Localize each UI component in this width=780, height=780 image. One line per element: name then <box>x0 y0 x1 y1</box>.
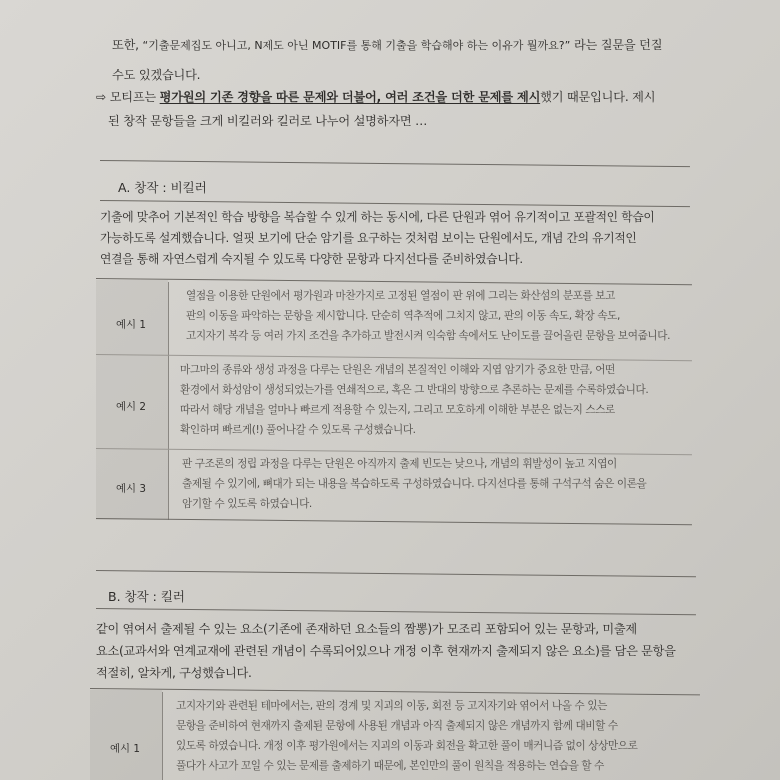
intro-quote: “기출문제집도 아니고, N제도 아닌 MOTIF를 통해 기출을 학습해야 하는 이유가 뭘까요?” <box>142 39 571 52</box>
section-b-para-line-3: 적절히, 알차게, 구성했습니다. <box>96 666 252 680</box>
section-a-row-divider-1 <box>96 354 692 361</box>
section-a-row-2-line-3: 따라서 해당 개념을 얼마나 빠르게 적용할 수 있는지, 그리고 모호하게 이해한 부분은 없는지 스스로 <box>180 404 615 416</box>
section-b-para-line-1: 같이 엮여서 출제될 수 있는 요소(기존에 존재하던 요소들의 짬뽕)가 모조리 포함되어 있는 문항과, 미출제 <box>96 622 637 636</box>
intro-line-1-suffix: 라는 질문을 던질 <box>570 38 663 52</box>
section-a-row-1-line-1: 열점을 이용한 단원에서 평가원과 마찬가지로 고정된 열점이 판 위에 그리는 화산섬의 분포를 보고 <box>186 290 615 302</box>
section-a-row-2-label: 예시 2 <box>116 401 146 413</box>
intro-line-1 <box>112 36 662 53</box>
section-a-title: A. 창작 : 비킬러 <box>118 180 207 195</box>
section-a-para-line-2: 가능하도록 설계했습니다. 얼핏 보기에 단순 암기를 요구하는 것처럼 보이는 단원에서도, 개념 간의 유기적인 <box>100 231 637 245</box>
section-b-table-top <box>90 688 700 695</box>
section-b-label-column <box>90 690 162 780</box>
section-b-para-line-2: 요소(교과서와 연계교재에 관련된 개념이 수록되어있으나 개정 이후 현재까지 출제되지 않은 요소)를 담은 문항을 <box>96 644 676 658</box>
intro-emphasis: 평가원의 기존 경향을 따른 문제와 더불어, 여러 조건을 더한 문제를 제시 <box>159 90 541 104</box>
section-b-table-divider <box>162 692 163 780</box>
arrow-icon: ⇨ <box>96 90 107 104</box>
section-a-row-divider-2 <box>96 448 692 455</box>
section-a-row-2-line-2: 환경에서 화성암이 생성되었는가를 연쇄적으로, 혹은 그 반대의 방향으로 추론하는 문제를 수록하였습니다. <box>180 384 649 396</box>
section-a-top-rule <box>100 160 690 167</box>
section-b-title-rule <box>96 608 696 615</box>
section-a-para-line-1: 기출에 맞추어 기본적인 학습 방향을 복습할 수 있게 하는 동시에, 다른 단원과 엮어 유기적이고 포괄적인 학습이 <box>100 210 655 224</box>
section-a-title-rule <box>100 200 690 207</box>
section-b-row-1-line-2: 문항을 준비하여 현재까지 출제된 문항에 사용된 개념과 아직 출제되지 않은 개념까지 함께 대비할 수 <box>176 720 618 732</box>
intro-line-1-prefix: 또한, <box>112 38 143 52</box>
section-a-row-2-line-4: 확인하며 빠르게(!) 풀어나갈 수 있도록 구성했습니다. <box>180 424 416 436</box>
intro-line-3 <box>96 88 655 105</box>
section-a-para-line-3: 연결을 통해 자연스럽게 숙지될 수 있도록 다양한 문항과 다지선다를 준비하였습니다. <box>100 252 523 266</box>
section-a-table-bottom <box>96 518 692 525</box>
section-b-row-1-line-1: 고지자기와 관련된 테마에서는, 판의 경계 및 지괴의 이동, 회전 등 고지자기와 엮어서 나올 수 있는 <box>176 700 607 712</box>
section-a-row-1-line-2: 판의 이동을 파악하는 문항을 제시합니다. 단순히 역추적에 그치지 않고, 판의 이동 속도, 확장 속도, <box>186 310 620 322</box>
section-b-row-1-label: 예시 1 <box>110 743 140 755</box>
section-b-row-1-line-3: 있도록 하였습니다. 개정 이후 평가원에서는 지괴의 이동과 회전을 확고한 풀이 매커니즘 없이 상상만으로 <box>176 740 638 752</box>
section-a-row-1-label: 예시 1 <box>116 319 146 331</box>
intro-line-3-prefix: 모티프는 <box>106 90 160 104</box>
intro-line-3-suffix: 했기 때문입니다. 제시 <box>540 90 656 104</box>
section-a-table-top <box>96 278 692 285</box>
section-a-row-1-line-3: 고지자기 복각 등 여러 가지 조건을 추가하고 발전시켜 익숙함 속에서도 난이도를 끌어올린 문항을 보여줍니다. <box>186 330 671 342</box>
section-a-row-3-line-1: 판 구조론의 정립 과정을 다루는 단원은 아직까지 출제 빈도는 낮으나, 개념의 휘발성이 높고 지엽이 <box>182 458 617 470</box>
section-a-row-2-line-1: 마그마의 종류와 생성 과정을 다루는 단원은 개념의 본질적인 이해와 지엽 암기가 중요한 만큼, 어떤 <box>180 364 615 376</box>
section-a-row-3-line-2: 출제될 수 있기에, 뼈대가 되는 내용을 복습하도록 구성하였습니다. 다지선다를 통해 구석구석 숨은 이론을 <box>182 478 647 490</box>
section-a-table-divider <box>168 282 169 520</box>
intro-line-4: 된 창작 문항들을 크게 비킬러와 킬러로 나누어 설명하자면 … <box>108 114 428 128</box>
section-b-row-1-line-4: 풀다가 사고가 꼬일 수 있는 문제를 출제하기 때문에, 본인만의 풀이 원칙을 적용하는 연습을 할 수 <box>176 760 605 772</box>
section-a-row-3-line-3: 암기할 수 있도록 하였습니다. <box>182 498 312 510</box>
section-b-title: B. 창작 : 킬러 <box>108 589 185 604</box>
intro-line-2: 수도 있겠습니다. <box>112 68 201 82</box>
section-a-row-3-label: 예시 3 <box>116 483 146 495</box>
section-b-top-rule <box>96 570 696 577</box>
